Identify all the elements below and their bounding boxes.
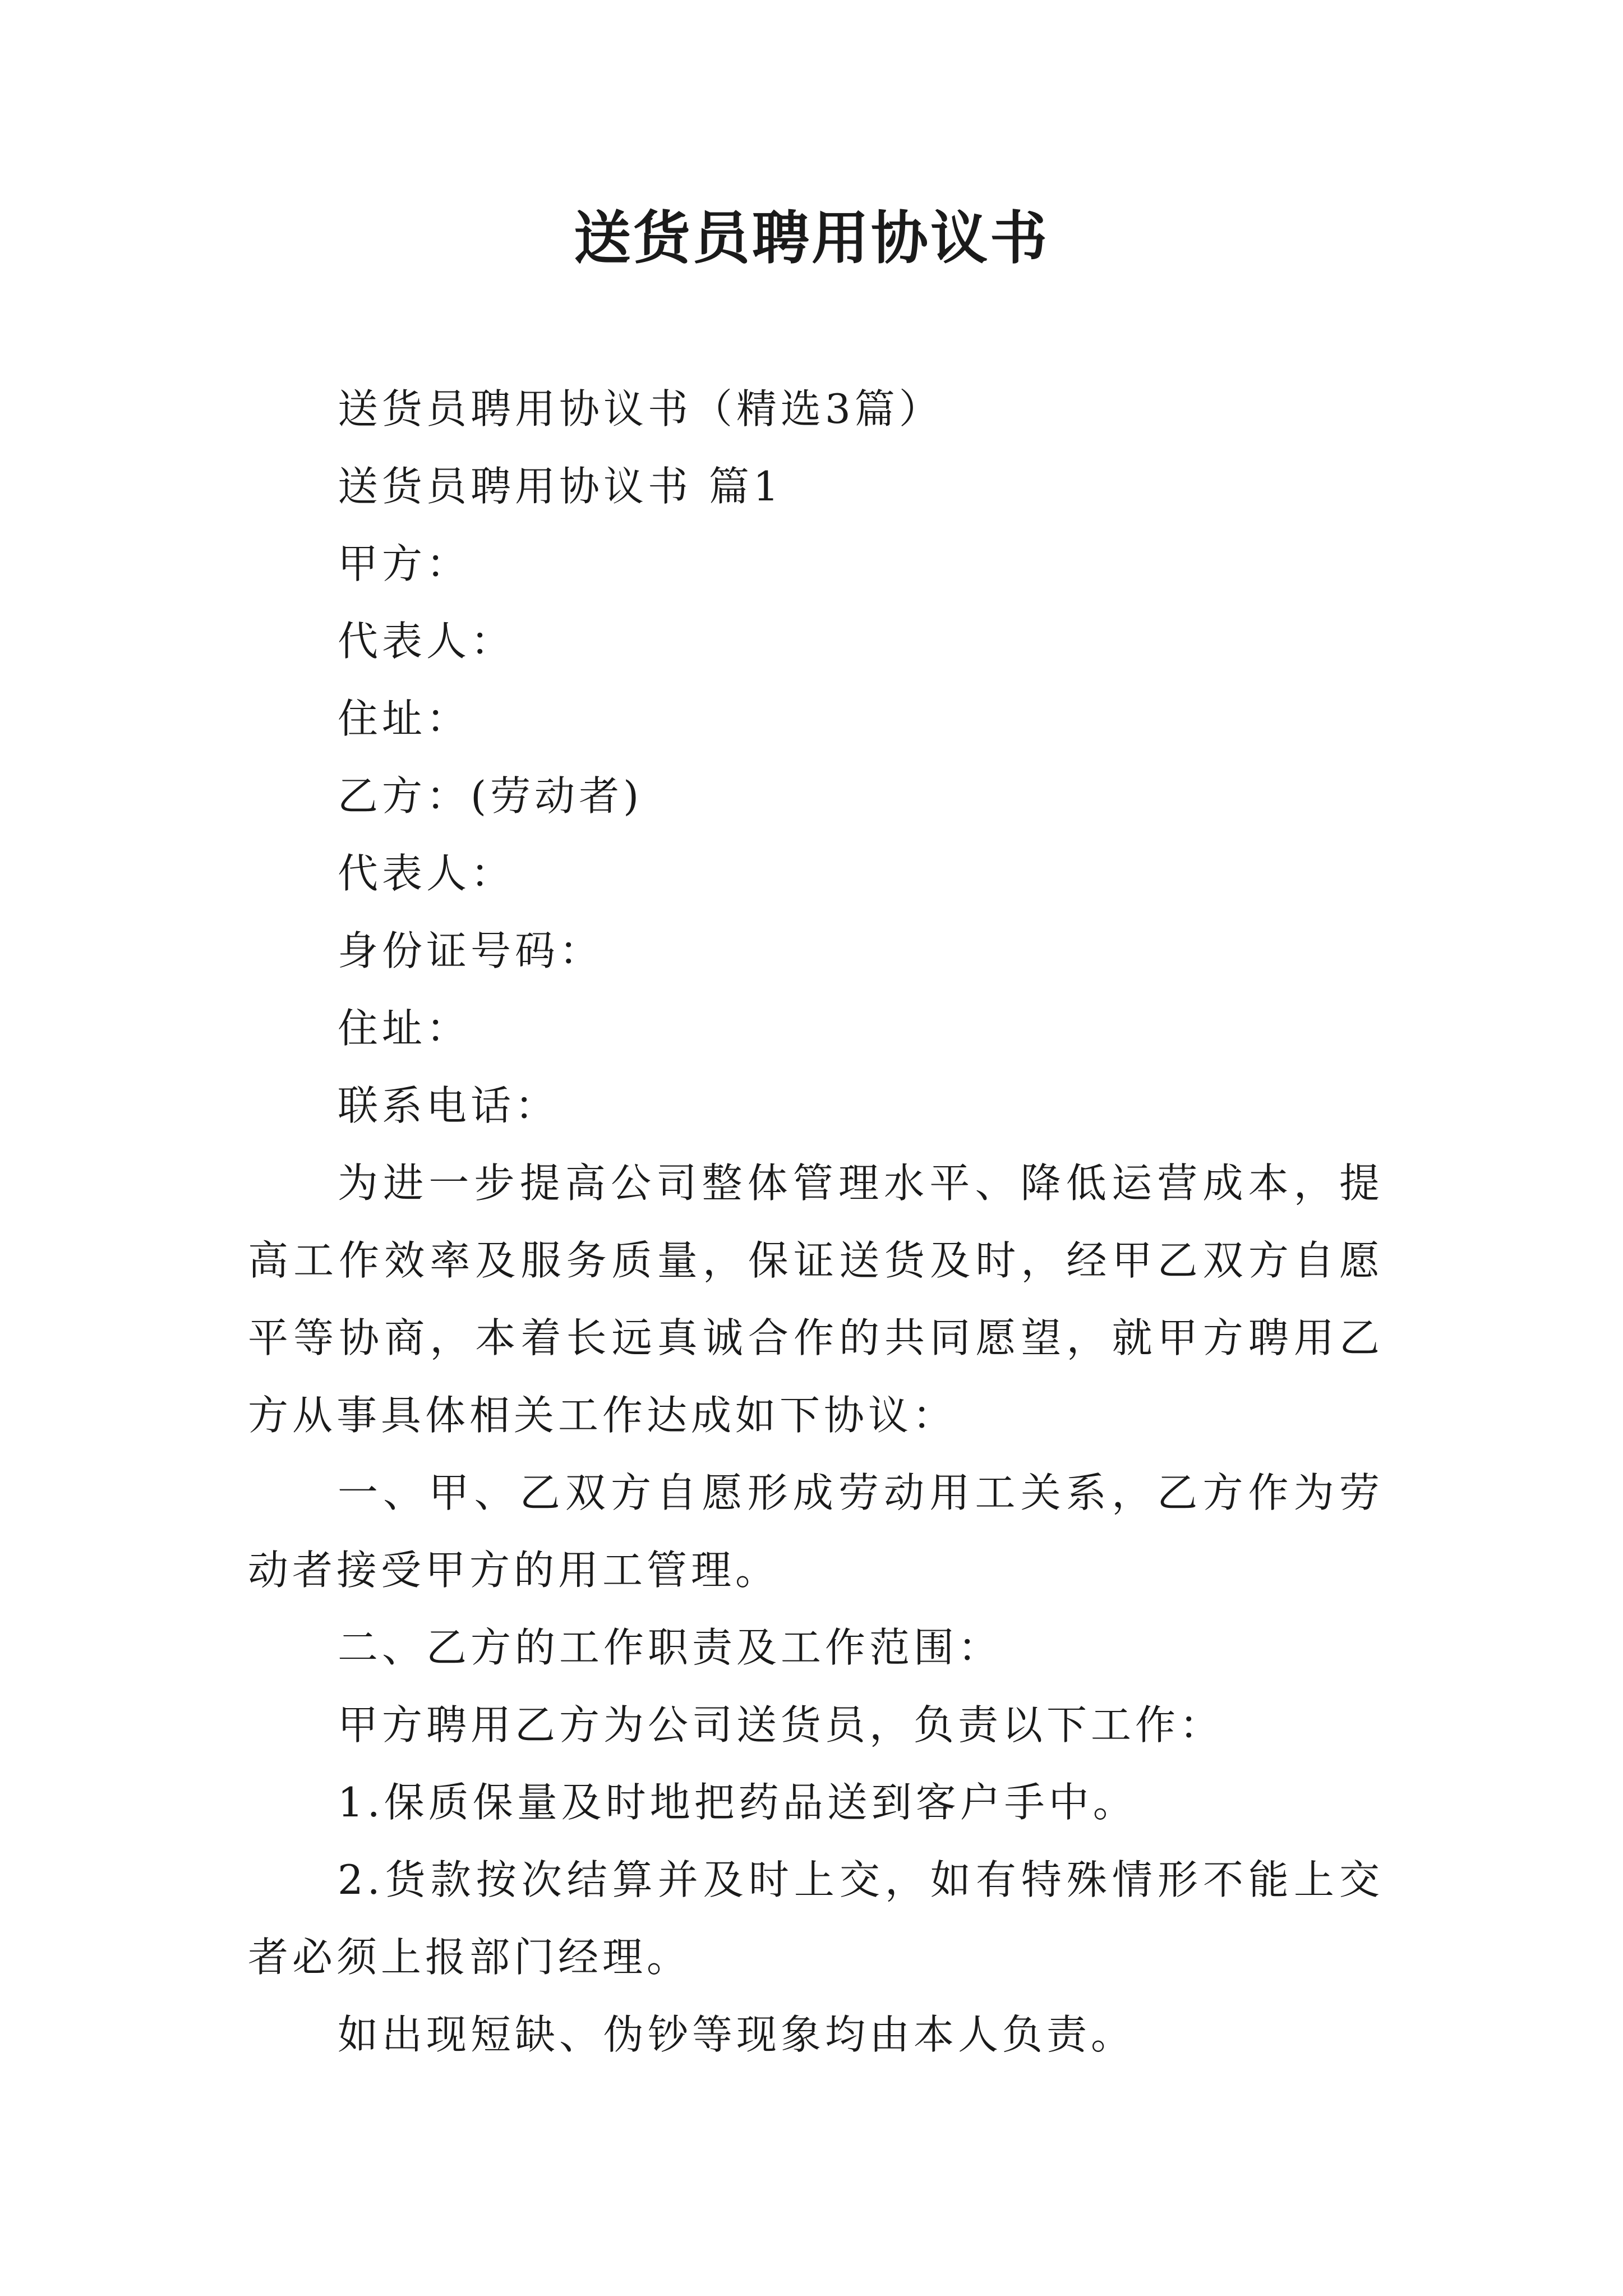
party-a-representative: 代表人： bbox=[338, 618, 515, 665]
party-b-id-number: 身份证号码： bbox=[338, 927, 604, 974]
party-b-phone: 联系电话： bbox=[338, 1082, 560, 1129]
paragraph-liability: 如出现短缺、伪钞等现象均由本人负责。 bbox=[338, 2011, 1136, 2058]
party-b-label: 乙方：(劳动者) bbox=[338, 772, 643, 820]
paragraph-duty-1: 1.保质保量及时地把药品送到客户手中。 bbox=[338, 1779, 1137, 1826]
paragraph-clause-1: 一、甲、乙双方自愿形成劳动用工关系，乙方作为劳动者接受甲方的用工管理。 bbox=[248, 1469, 1384, 1594]
paragraph-clause-2-heading: 二、乙方的工作职责及工作范围： bbox=[338, 1624, 1003, 1671]
section-heading: 送货员聘用协议书 篇1 bbox=[338, 463, 783, 510]
paragraph-duties-intro: 甲方聘用乙方为公司送货员，负责以下工作： bbox=[338, 1701, 1224, 1749]
party-a-address: 住址： bbox=[338, 695, 471, 742]
paragraph-duty-2: 2.货款按次结算并及时上交，如有特殊情形不能上交者必须上报部门经理。 bbox=[248, 1856, 1384, 1981]
document-body bbox=[248, 370, 1384, 2073]
document-title: 送货员聘用协议书 bbox=[574, 205, 1049, 272]
document-subtitle: 送货员聘用协议书（精选3篇） bbox=[338, 385, 943, 432]
party-b-representative: 代表人： bbox=[338, 850, 515, 897]
party-b-address: 住址： bbox=[338, 1005, 471, 1052]
party-a-label: 甲方： bbox=[338, 540, 471, 587]
paragraph-preamble: 为进一步提高公司整体管理水平、降低运营成本，提高工作效率及服务质量，保证送货及时，经甲乙双方自愿平等协商，本着长远真诚合作的共同愿望，就甲方聘用乙方从事具体相关工作达成如下协议： bbox=[248, 1159, 1384, 1439]
